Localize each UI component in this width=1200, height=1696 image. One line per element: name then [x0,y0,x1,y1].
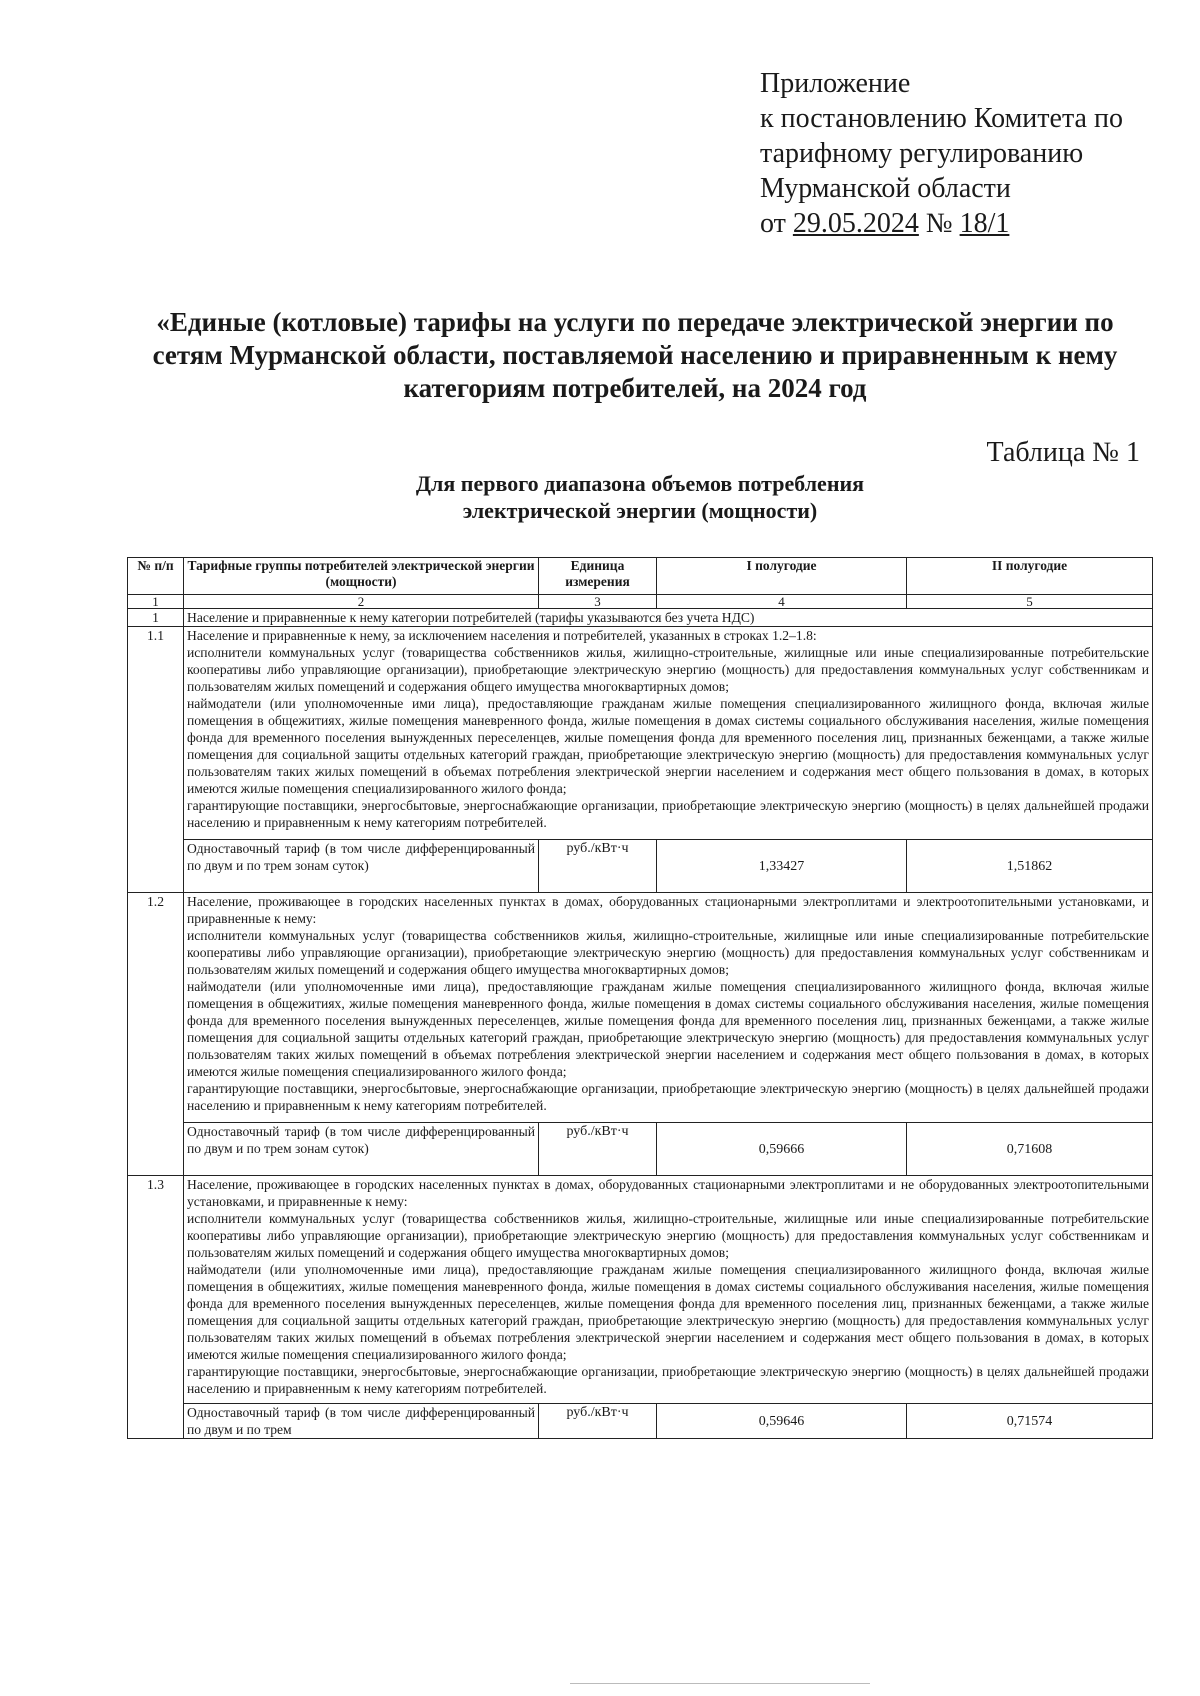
number-prefix: № [918,208,960,239]
page-footer-rule [570,1683,870,1684]
table-subtitle [300,470,980,524]
row-description [184,893,1153,1123]
row-paragraph: исполнители коммунальных услуг (товарищества собственников жилья, жилищно-строительные, жилищные или иные специализированные потребительские кооперативы либо управляющие организации), приобретающие электрическую энергию (мощность) для предоставления коммунальных услуг собственникам и пользователям жилых помещений и содержания общего имущества многоквартирных домов; [187,645,1149,694]
column-number: 3 [539,595,657,609]
row-paragraph: исполнители коммунальных услуг (товарищества собственников жилья, жилищно-строительные, жилищные или иные специализированные потребительские кооперативы либо управляющие организации), приобретающие электрическую энергию (мощность) для предоставления коммунальных услуг собственникам и пользователям жилых помещений и содержания общего имущества многоквартирных домов; [187,928,1149,977]
header-half-1: I полугодие [657,558,907,595]
tariff-row [128,840,1153,893]
tariff-unit: руб./кВт·ч [539,840,657,893]
appendix-block [760,66,1180,241]
row-paragraph: гарантирующие поставщики, энергосбытовые, энергоснабжающие организации, приобретающие электрическую энергию (мощность) в целях дальнейшей продажи населению и приравненным к нему категориям потребителей. [187,798,1149,830]
row-description [184,627,1153,840]
tariff-unit: руб./кВт·ч [539,1123,657,1176]
tariff-unit: руб./кВт·ч [539,1404,657,1439]
row-paragraph: гарантирующие поставщики, энергосбытовые, энергоснабжающие организации, приобретающие электрическую энергию (мощность) в целях дальнейшей продажи населению и приравненным к нему категориям потребителей. [187,1081,1149,1113]
row-num: 1.1 [128,627,184,893]
appendix-line-4: Мурманской области [760,173,1011,204]
tariff-value-half-1: 0,59646 [657,1404,907,1439]
table-label: Таблица № 1 [986,437,1140,468]
table-row [128,627,1153,840]
header-half-2: II полугодие [907,558,1153,595]
table-row [128,1176,1153,1404]
decree-number: 18/1 [959,208,1010,239]
document-title: «Единые (котловые) тарифы на услуги по передаче электрической энергии по сетям Мурманской области, поставляемой населению и приравненным к нему категориям потребителей, на 2024 год [152,307,1118,403]
row-intro: Население и приравненные к нему, за исключением населения и потребителей, указанных в строках 1.2–1.8: [187,628,817,643]
row-paragraph: наймодатели (или уполномоченные ими лица), предоставляющие гражданам жилые помещения специализированного жилищного фонда, включая жилые помещения в общежитиях, жилые помещения маневренного фонда, жилые помещения в домах системы социального обслуживания населения, жилые помещения фонда для временного поселения вынужденных переселенцев, жилые помещения фонда для временного поселения лиц, признанных беженцами, а также жилые помещения для социальной защиты отдельных категорий граждан, приобретающие электрическую энергию (мощность) для предоставления коммунальных услуг пользователям таких жилых помещений в объемах потребления электрической энергии населением и содержания мест общего пользования в домах, в которых имеются жилые помещения специализированного жилого фонда; [187,696,1149,796]
row-paragraph: наймодатели (или уполномоченные ими лица), предоставляющие гражданам жилые помещения специализированного жилищного фонда, включая жилые помещения в общежитиях, жилые помещения маневренного фонда, жилые помещения в домах системы социального обслуживания населения, жилые помещения фонда для временного поселения вынужденных переселенцев, жилые помещения фонда для временного поселения лиц, признанных беженцами, а также жилые помещения для социальной защиты отдельных категорий граждан, приобретающие электрическую энергию (мощность) для предоставления коммунальных услуг пользователям таких жилых помещений в объемах потребления электрической энергии населением и содержания мест общего пользования в домах, в которых имеются жилые помещения специализированного жилого фонда; [187,979,1149,1079]
header-num: № п/п [128,558,184,595]
tariff-value-half-2: 0,71608 [907,1123,1153,1176]
tariff-row [128,1404,1153,1439]
tariff-value-half-1: 0,59666 [657,1123,907,1176]
table-row [128,893,1153,1123]
subtitle-line-1: Для первого диапазона объемов потребления [415,471,865,496]
column-number: 4 [657,595,907,609]
tariff-label: Одноставочный тариф (в том числе дифференцированный по двум и по трем зонам суток) [184,840,539,893]
tariff-row [128,1123,1153,1176]
tariff-table [127,557,1153,1439]
tariff-value-half-2: 1,51862 [907,840,1153,893]
column-numbers-row [128,595,1153,609]
section-num: 1 [128,609,184,627]
tariff-label: Одноставочный тариф (в том числе дифференцированный по двум и по трем [184,1404,539,1439]
row-intro: Население, проживающее в городских населенных пунктах в домах, оборудованных стационарными электроплитами и электроотопительными установками, и приравненные к нему: [187,894,1149,926]
appendix-line-2: к постановлению Комитета по [760,103,1123,134]
section-row [128,609,1153,627]
row-paragraph: наймодатели (или уполномоченные ими лица), предоставляющие гражданам жилые помещения специализированного жилищного фонда, включая жилые помещения в общежитиях, жилые помещения маневренного фонда, жилые помещения в домах системы социального обслуживания населения, жилые помещения фонда для временного поселения вынужденных переселенцев, жилые помещения фонда для временного поселения лиц, признанных беженцами, а также жилые помещения для социальной защиты отдельных категорий граждан, приобретающие электрическую энергию (мощность) для предоставления коммунальных услуг пользователям таких жилых помещений в объемах потребления электрической энергии населением и содержания мест общего пользования в домах, в которых имеются жилые помещения специализированного жилого фонда; [187,1262,1149,1362]
row-num: 1.3 [128,1176,184,1439]
column-number: 5 [907,595,1153,609]
tariff-label: Одноставочный тариф (в том числе дифференцированный по двум и по трем зонам суток) [184,1123,539,1176]
header-unit: Единица измерения [539,558,657,595]
column-number: 1 [128,595,184,609]
row-description [184,1176,1153,1404]
appendix-date-line [760,206,1180,241]
header-row [128,558,1153,595]
appendix-line-1: Приложение [760,68,911,99]
subtitle-line-2: электрической энергии (мощности) [462,498,818,523]
header-group: Тарифные группы потребителей электрической энергии (мощности) [184,558,539,595]
column-number: 2 [184,595,539,609]
tariff-value-half-2: 0,71574 [907,1404,1153,1439]
row-num: 1.2 [128,893,184,1176]
row-intro: Население, проживающее в городских населенных пунктах в домах, оборудованных стационарными электроплитами и не оборудованных электроотопительными установками, и приравненные к нему: [187,1177,1149,1209]
date-prefix: от [760,208,793,239]
tariff-value-half-1: 1,33427 [657,840,907,893]
decree-date: 29.05.2024 [792,208,919,239]
row-paragraph: гарантирующие поставщики, энергосбытовые, энергоснабжающие организации, приобретающие электрическую энергию (мощность) в целях дальнейшей продажи населению и приравненным к нему категориям потребителей. [187,1364,1149,1396]
row-paragraph: исполнители коммунальных услуг (товарищества собственников жилья, жилищно-строительные, жилищные или иные специализированные потребительские кооперативы либо управляющие организации), приобретающие электрическую энергию (мощность) для предоставления коммунальных услуг собственникам и пользователям жилых помещений и содержания общего имущества многоквартирных домов; [187,1211,1149,1260]
appendix-line-3: тарифному регулированию [760,138,1084,169]
section-text: Население и приравненные к нему категории потребителей (тарифы указываются без учета НДС) [184,609,1153,627]
